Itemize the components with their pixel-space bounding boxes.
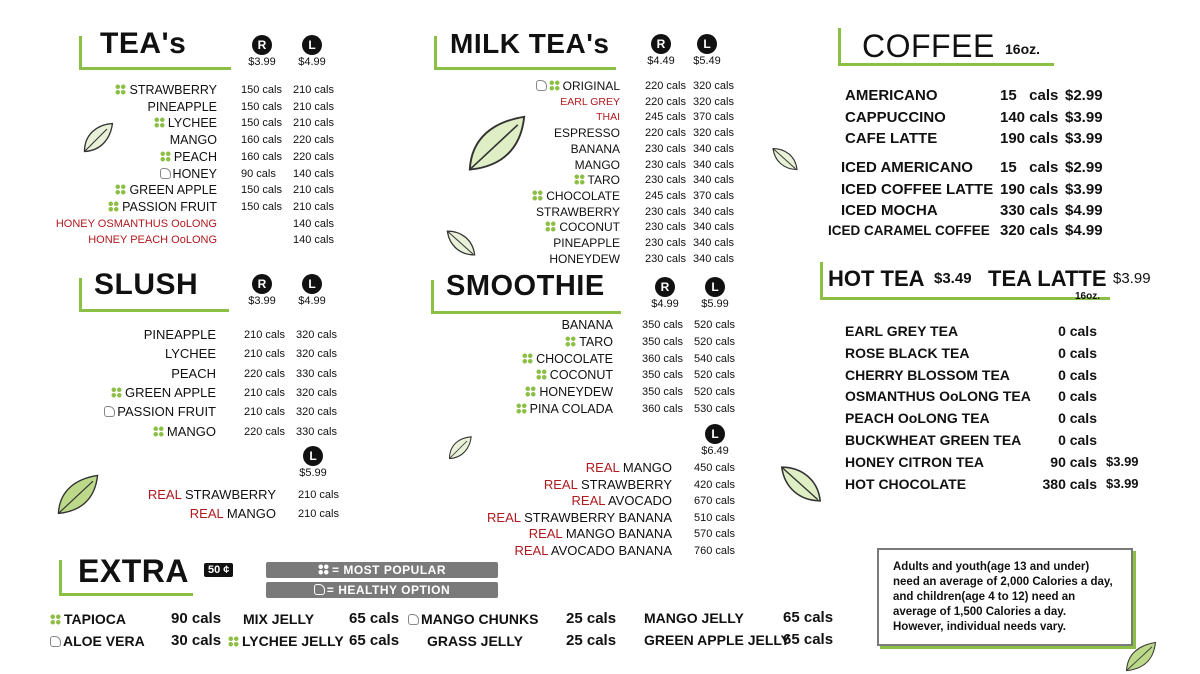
slush-real-size-badge: L [303,446,323,466]
menu-item-cals-l: 530 cals [694,403,735,415]
hot-tea-item-name: HOT CHOCOLATE [845,475,967,492]
hot-tea-item-name: HONEY CITRON TEA [845,453,984,470]
extra-item-cals: 65 cals [349,632,400,649]
tea-leaf-icon [1120,640,1162,674]
hot-tea-item-price: $3.99 [1106,475,1139,491]
coffee-item-cals: 15 cals [1000,159,1059,176]
menu-item-label: HONEY PEACH OoLONG [88,234,217,247]
most-popular-icon [516,403,527,414]
coffee-item-name: CAPPUCCINO [845,109,946,126]
coffee-item-price: $2.99 [1065,159,1103,176]
real-prefix: REAL [543,476,578,492]
coffee-item-price: $2.99 [1065,87,1103,104]
menu-item-cals-l: 210 cals [293,200,334,213]
hot-tea-item-name: BUCKWHEAT GREEN TEA [845,432,1022,448]
menu-item-label: CHOCOLATE [536,351,613,366]
real-item-name [529,526,672,542]
real-prefix: REAL [147,487,182,502]
menu-item-name [522,351,613,367]
extra-price-badge: 50 ¢ [204,563,233,577]
menu-item-cals-l: 140 cals [293,167,334,180]
menu-item-cals-r: 220 cals [244,425,285,438]
menu-item-cals-r: 160 cals [241,150,282,163]
tea-latte-title: TEA LATTE [988,266,1107,291]
extra-item-name [408,609,538,629]
menu-item-cals-r: 150 cals [241,117,282,130]
real-item-label: AVOCADO [607,493,672,509]
slush-size-r-badge: R [252,274,272,294]
menu-item-cals-r: 230 cals [645,221,686,234]
real-item-cals: 420 cals [694,478,735,491]
menu-row [0,334,1200,350]
menu-item-label: GREEN APPLE [124,384,216,400]
most-popular-icon [565,336,576,347]
tea-leaf-icon [442,226,480,260]
coffee-item-name: ICED CARAMEL COFFEE [828,223,990,238]
hot-tea-title: HOT TEA [828,266,925,291]
hot-tea-item-cals: 0 cals [1058,432,1097,448]
coffee-row [0,86,1200,106]
menu-item-label: PINEAPPLE [147,99,217,114]
real-item-label: MANGO [622,460,672,475]
most-popular-icon [318,564,329,575]
most-popular-icon [522,353,533,364]
real-item-label: MANGO [226,506,276,521]
menu-row [0,384,1200,400]
extra-item-label: TAPIOCA [64,611,126,627]
coffee-item-cals: 330 cals [1000,202,1059,219]
tea-latte-price: $3.99 [1113,270,1151,287]
coffee-item-price: $4.99 [1065,202,1103,219]
real-item-label: MANGO BANANA [565,526,672,542]
menu-item-cals-r: 220 cals [645,95,686,108]
coffee-item-cals: 190 cals [1000,130,1059,147]
real-prefix: REAL [528,526,563,542]
extra-item-name [427,631,523,651]
smoothie-size-l-badge: L [705,277,725,297]
coffee-row [0,201,1200,221]
calorie-notice-text: Adults and youth(age 13 and under) need an average of 2,000 Calories a day, and children(age 4 to 12) need an average of 1,500 Calories a day. However, individual needs vary. [893,561,1113,633]
menu-item-label: LYCHEE [167,116,217,131]
menu-item-cals-r: 150 cals [241,100,282,113]
menu-item-label: PINEAPPLE [143,327,216,342]
menu-item-cals-l: 340 cals [693,237,734,249]
menu-item-cals-l: 210 cals [293,117,334,130]
menu-item-label: COCONUT [559,220,620,235]
coffee-item-price: $4.99 [1065,222,1103,239]
menu-item-cals-l: 320 cals [693,95,734,108]
menu-item-label: ORIGINAL [562,79,620,93]
menu-item-cals-l: 140 cals [293,217,334,230]
menu-row [0,351,1200,367]
menu-item-cals-r: 230 cals [645,158,686,171]
real-prefix: REAL [487,509,521,525]
menu-item-label: PEACH [173,149,217,164]
real-item-name [544,477,672,493]
coffee-item-price: $3.99 [1065,109,1103,126]
hot-tea-item-name: EARL GREY TEA [845,323,959,339]
menu-item-cals-l: 320 cals [296,329,337,341]
most-popular-icon [228,636,239,647]
menu-item-cals-l: 210 cals [293,184,334,197]
teas-price-r: $3.99 [248,56,276,68]
menu-item-label: GREEN APPLE [129,183,217,198]
menu-item-cals-r: 230 cals [645,205,686,218]
menu-item-cals-l: 340 cals [693,174,734,187]
real-item-name [514,543,672,559]
real-row [0,460,1200,476]
most-popular-icon [525,386,536,397]
healthy-option-icon [408,614,419,625]
menu-item-label: COCONUT [549,368,613,383]
most-popular-icon [50,614,61,625]
real-prefix: REAL [585,460,620,475]
extra-item-cals: 30 cals [171,632,222,649]
real-item-cals: 760 cals [694,545,735,557]
coffee-item-cals: 140 cals [1000,109,1059,126]
real-item-cals: 450 cals [694,462,735,474]
menu-item-cals-l: 220 cals [293,134,334,147]
hot-tea-item-name: ROSE BLACK TEA [845,344,970,361]
most-popular-icon [536,369,547,380]
menu-item-label: LYCHEE [164,346,216,362]
hot-tea-item-price: $3.99 [1106,453,1139,469]
milk-tea-price-r: $4.49 [647,55,675,67]
menu-item-name [536,367,613,383]
menu-item-name [525,384,613,400]
menu-item-cals-r: 360 cals [642,403,683,415]
menu-item-cals-l: 370 cals [693,111,734,124]
extra-item-cals: 90 cals [171,610,222,627]
menu-item-label: MANGO [169,133,217,148]
menu-item-cals-l: 370 cals [693,189,734,202]
menu-item-cals-l: 520 cals [694,369,735,382]
menu-item-cals-l: 220 cals [293,150,334,163]
coffee-item-name: CAFE LATTE [845,130,938,147]
real-prefix: REAL [189,506,224,521]
hot-tea-item-name: CHERRY BLOSSOM TEA [845,366,1010,383]
teas-size-r-badge: R [252,35,272,55]
menu-item-cals-l: 320 cals [693,80,734,92]
menu-item-cals-r: 360 cals [642,352,683,365]
hot-tea-item-cals: 0 cals [1058,323,1097,339]
menu-item-label: STRAWBERRY [129,83,217,97]
real-row [0,526,1200,542]
extra-item-name [644,630,790,650]
coffee-item-cals: 320 cals [1000,222,1059,239]
extra-title: EXTRA [78,553,189,589]
teas-size-l-badge: L [302,35,322,55]
extra-item-name [50,631,145,651]
menu-item-label: HONEYDEW [539,385,613,400]
legend-healthy-label: = HEALTHY OPTION [326,583,451,597]
menu-item-cals-l: 520 cals [694,386,735,399]
menu-item-cals-r: 350 cals [642,386,683,399]
menu-item-cals-r: 210 cals [244,386,285,399]
menu-item-label: BANANA [561,318,613,332]
real-item-label: STRAWBERRY [184,487,276,502]
menu-item-cals-r: 350 cals [642,369,683,382]
extra-item-cals: 65 cals [783,631,834,648]
menu-item-cals-r: 230 cals [645,174,686,187]
extra-item-label: MIX JELLY [243,611,315,627]
legend-most-popular [266,562,498,578]
menu-item-cals-r: 210 cals [244,406,285,419]
menu-item-cals-l: 210 cals [293,84,334,96]
menu-item-label: PINEAPPLE [553,236,620,250]
menu-item-cals-l: 340 cals [693,205,734,218]
real-row [0,477,1200,493]
coffee-item-cals: 190 cals [1000,181,1059,198]
menu-item-label: EARL GREY [560,95,620,108]
extra-item-cals: 25 cals [566,610,617,627]
teas-price-l: $4.99 [298,56,326,68]
menu-item-cals-l: 140 cals [293,234,334,247]
smoothie-size-r-badge: R [655,277,675,297]
menu-item-cals-l: 340 cals [693,221,734,234]
slush-real-price: $5.99 [299,467,327,479]
milk-tea-title: MILK TEA's [450,28,610,59]
real-item-cals: 210 cals [298,508,339,520]
menu-item-name [516,401,613,417]
hot-tea-item-name: OSMANTHUS OoLONG TEA [845,388,1031,405]
real-item-cals: 210 cals [298,489,339,501]
slush-price-l: $4.99 [298,295,326,307]
tea-leaf-icon [460,112,534,176]
real-item-name [572,493,672,509]
extra-item-name [50,609,126,629]
real-row [0,493,1200,509]
menu-item-cals-r: 210 cals [244,348,285,361]
real-prefix: REAL [571,493,606,509]
menu-item-cals-l: 340 cals [693,142,734,155]
extra-item-label: GRASS JELLY [427,633,523,649]
menu-item-name [565,334,613,350]
slush-size-l-badge: L [302,274,322,294]
real-row [0,510,1200,526]
tea-leaf-icon [776,460,826,508]
healthy-option-icon [50,636,61,647]
hot-tea-item-cals: 380 cals [1042,475,1097,492]
menu-item-cals-l: 330 cals [296,425,337,438]
menu-item-cals-l: 340 cals [693,158,734,171]
smoothie-price-r: $4.99 [651,298,679,310]
milk-tea-size-r-badge: R [651,34,671,54]
real-item-cals: 570 cals [694,528,735,541]
menu-item-cals-r: 220 cals [645,80,686,92]
menu-item-label: PASSION FRUIT [117,404,216,420]
real-item-name [487,510,672,526]
coffee-item-price: $3.99 [1065,181,1103,198]
extra-item-label: ALOE VERA [63,633,145,649]
menu-item-cals-l: 320 cals [296,348,337,361]
coffee-item-name: ICED AMERICANO [841,159,973,176]
extra-item-cals: 25 cals [566,632,617,649]
coffee-item-name: ICED COFFEE LATTE [841,181,994,198]
slush-title: SLUSH [94,268,199,301]
extra-item-cals: 65 cals [349,610,400,627]
menu-item-cals-r: 150 cals [241,200,282,213]
coffee-row [0,180,1200,200]
tea-leaf-icon [80,120,116,156]
real-item-cals: 670 cals [694,495,735,508]
menu-item-cals-r: 230 cals [645,237,686,249]
menu-item-cals-r: 210 cals [244,329,285,341]
menu-item-label: PEACH [171,365,216,381]
menu-item-label: THAI [596,111,620,124]
menu-item-name [562,317,613,333]
extra-item-label: GREEN APPLE JELLY [644,632,791,648]
extra-item-name [228,631,344,651]
smoothie-price-l: $5.99 [701,298,729,310]
menu-item-label: ESPRESSO [553,126,620,141]
real-item-label: STRAWBERRY [580,476,672,492]
menu-item-cals-r: 150 cals [241,184,282,197]
menu-item-label: CHOCOLATE [546,188,620,203]
menu-item-cals-r: 90 cals [241,167,276,180]
coffee-row [0,221,1200,241]
menu-item-label: STRAWBERRY [535,204,620,219]
menu-item-name [549,251,620,267]
menu-item-label: HONEYDEW [549,251,620,266]
menu-item-cals-r: 350 cals [642,319,683,331]
hot-tea-price: $3.49 [934,270,972,287]
menu-item-cals-l: 520 cals [694,319,735,331]
menu-item-cals-l: 330 cals [296,367,337,380]
menu-item-cals-l: 320 cals [693,127,734,140]
real-item-label: STRAWBERRY BANANA [524,509,672,525]
smoothie-real-size-badge: L [705,424,725,444]
smoothie-title: SMOOTHIE [446,270,605,302]
legend-healthy-option [266,582,498,598]
menu-item-label: TARO [579,334,613,349]
menu-item-label: HONEY OSMANTHUS OoLONG [55,217,217,230]
extra-item-label: MANGO JELLY [644,610,744,626]
menu-item-cals-l: 540 cals [694,352,735,365]
real-item-label: AVOCADO BANANA [550,543,672,558]
menu-item-cals-r: 230 cals [645,252,686,265]
menu-item-cals-r: 245 cals [645,189,686,202]
tea-leaf-icon [770,144,800,174]
menu-item-cals-l: 320 cals [296,406,337,419]
real-prefix: REAL [514,543,548,558]
menu-row [0,424,1200,440]
menu-item-label: TARO [587,173,620,188]
real-item-cals: 510 cals [694,511,735,524]
real-item-name [586,460,672,476]
coffee-size: 16oz. [1005,41,1041,57]
hot-tea-item-cals: 0 cals [1058,388,1097,405]
menu-item-cals-r: 220 cals [244,367,285,380]
menu-row [0,317,1200,333]
menu-item-cals-l: 520 cals [694,335,735,348]
hot-tea-item-name: PEACH OoLONG TEA [845,410,990,427]
smoothie-real-price: $6.49 [701,445,729,457]
menu-item-cals-l: 320 cals [296,386,337,399]
coffee-item-price: $3.99 [1065,130,1103,147]
teas-title: TEA's [100,27,187,60]
coffee-item-cals: 15 cals [1000,87,1059,104]
tea-leaf-icon [52,472,104,518]
menu-item-label: MANGO [166,423,216,439]
menu-item-label: PASSION FRUIT [122,199,217,214]
menu-item-label: BANANA [570,141,620,156]
menu-item-cals-r: 245 cals [645,111,686,124]
menu-item-label: PINA COLADA [529,402,613,416]
menu-item-label: HONEY [172,166,217,181]
healthy-option-icon [314,584,325,595]
menu-item-cals-r: 230 cals [645,142,686,155]
milk-tea-price-l: $5.49 [693,55,721,67]
calorie-notice [877,548,1133,646]
hot-tea-item-cals: 90 cals [1050,453,1097,470]
extra-item-cals: 65 cals [783,609,834,626]
most-popular-icon [153,426,164,437]
tea-leaf-icon [446,432,474,464]
menu-item-cals-l: 340 cals [693,252,734,265]
milk-tea-size-l-badge: L [697,34,717,54]
hot-tea-size: 16oz. [1075,291,1101,302]
coffee-title: COFFEE [862,28,995,64]
menu-item-name [153,424,216,440]
menu-row [0,367,1200,383]
slush-price-r: $3.99 [248,295,276,307]
hot-tea-item-cals: 0 cals [1058,366,1097,383]
coffee-row [0,108,1200,131]
coffee-row [0,129,1200,149]
extra-item-label: LYCHEE JELLY [242,633,344,649]
menu-item-label: MANGO [574,157,620,172]
coffee-item-name: AMERICANO [845,87,938,104]
coffee-row [0,158,1200,178]
legend-popular-label: = MOST POPULAR [331,563,446,577]
hot-tea-item-cals: 0 cals [1058,344,1097,361]
menu-item-cals-r: 220 cals [645,127,686,140]
extra-item-name [644,608,744,628]
hot-tea-item-cals: 0 cals [1058,410,1097,427]
menu-item-cals-l: 210 cals [293,100,334,113]
menu-item-cals-r: 150 cals [241,84,282,96]
coffee-item-name: ICED MOCHA [841,202,938,219]
menu-item-cals-r: 160 cals [241,134,282,147]
extra-item-name [243,609,314,629]
extra-item-label: MANGO CHUNKS [421,611,539,627]
menu-item-cals-r: 350 cals [642,335,683,348]
